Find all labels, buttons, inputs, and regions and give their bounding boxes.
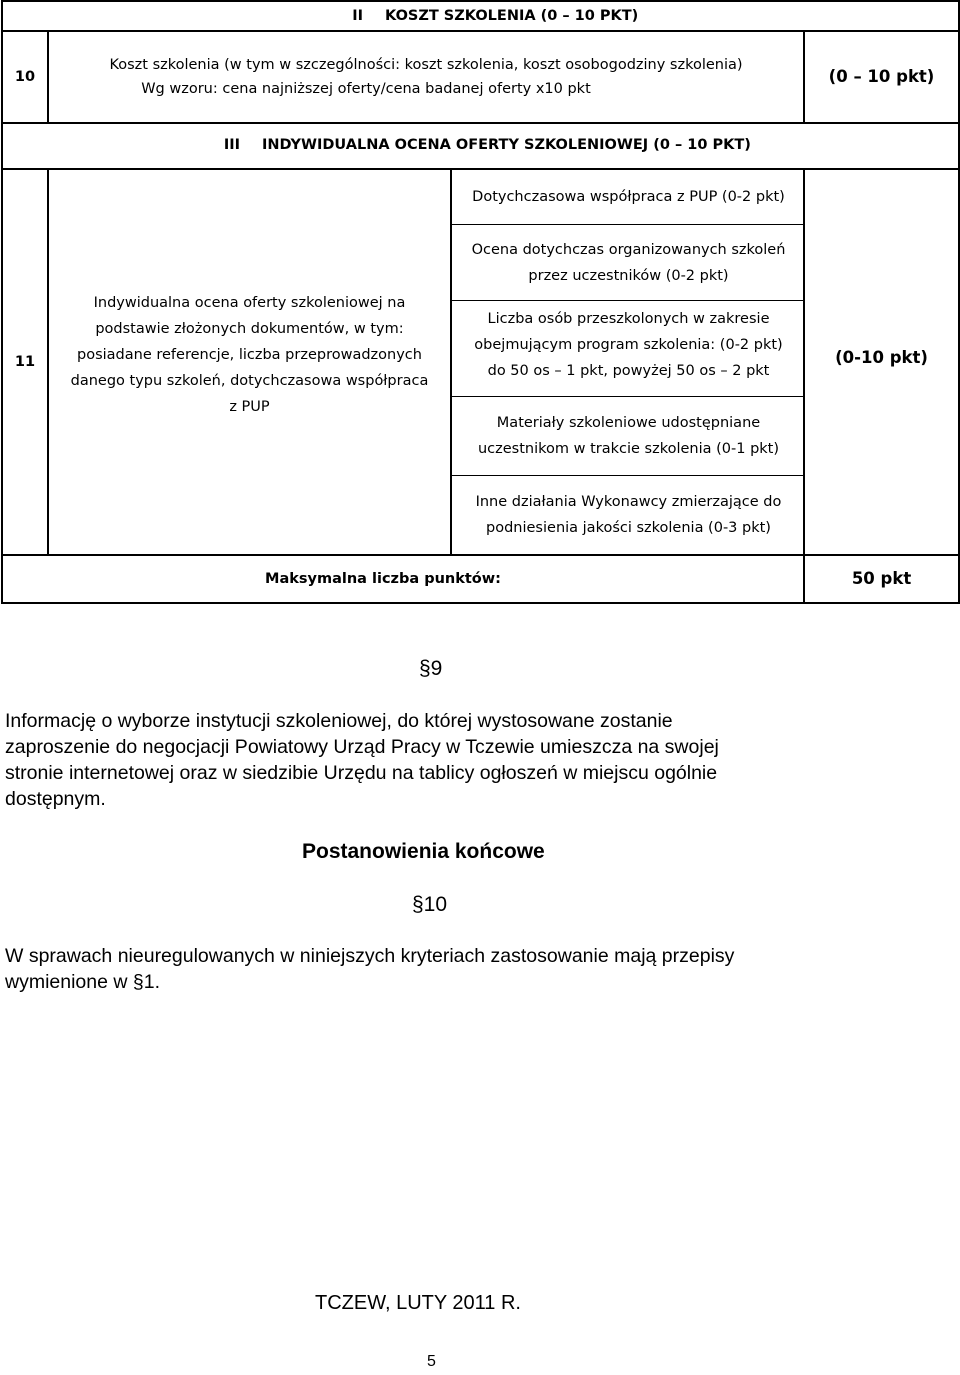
row-10-description	[48, 31, 804, 123]
row-10	[2, 31, 959, 123]
row-11-body	[48, 169, 804, 555]
criterion-line: podniesienia jakości szkolenia (0-3 pkt)	[486, 520, 771, 536]
row-10-description-line: Koszt szkolenia (w tym w szczególności: koszt szkolenia, koszt osobogodziny szkolenia)	[109, 57, 743, 73]
paragraph-line: wymienione w §1.	[5, 971, 160, 993]
paragraph-line: W sprawach nieuregulowanych w niniejszych kryteriach zastosowanie mają przepisy	[5, 945, 735, 967]
section-ii-title: KOSZT SZKOLENIA (0 – 10 PKT)	[385, 8, 639, 24]
criterion-item	[452, 170, 805, 225]
row-11-description-line: danego typu szkoleń, dotychczasowa współpraca	[70, 373, 429, 389]
row-11-description-line: z PUP	[229, 399, 270, 415]
row-10-description-line: Wg wzoru: cena najniższej oferty/cena badanej oferty x10 pkt	[141, 81, 591, 97]
row-11-description-line: Indywidualna ocena oferty szkoleniowej na	[93, 295, 406, 311]
section-iii-title: INDYWIDUALNA OCENA OFERTY SZKOLENIOWEJ (0 – 10 PKT)	[262, 137, 751, 153]
row-11-description-line: posiadane referencje, liczba przeprowadzonych	[77, 347, 422, 363]
row-11	[2, 169, 959, 555]
row-11-criteria	[452, 170, 805, 554]
criterion-item	[452, 225, 805, 301]
row-11-number: 11	[2, 169, 48, 555]
max-points-value: 50 pkt	[804, 555, 959, 603]
criterion-item	[452, 476, 805, 554]
section-iii-header-row	[2, 123, 959, 169]
final-provisions-heading: Postanowienia końcowe	[302, 840, 545, 863]
section-9-number: §9	[419, 657, 443, 680]
row-11-points: (0-10 pkt)	[804, 169, 959, 555]
section-10-paragraph	[5, 943, 860, 995]
criterion-line: uczestnikom w trakcie szkolenia (0-1 pkt)	[477, 441, 780, 457]
paragraph-line: zaproszenie do negocjacji Powiatowy Urząd Pracy w Tczewie umieszcza na swojej	[5, 736, 719, 758]
page-number: 5	[427, 1353, 436, 1370]
criterion-line: Materiały szkoleniowe udostępniane	[496, 415, 761, 431]
criterion-line: Dotychczasowa współpraca z PUP (0-2 pkt)	[472, 189, 785, 205]
paragraph-line: stronie internetowej oraz w siedzibie Urzędu na tablicy ogłoszeń w miejscu ogólnie	[5, 762, 718, 784]
section-9-paragraph	[5, 708, 862, 812]
criterion-line: Ocena dotychczas organizowanych szkoleń	[471, 241, 786, 258]
section-iii-roman: III	[223, 137, 240, 153]
row-10-number: 10	[2, 31, 48, 123]
row-10-points: (0 – 10 pkt)	[804, 31, 959, 123]
section-ii-roman: II	[352, 8, 363, 24]
criteria-table	[1, 0, 960, 604]
section-10-number: §10	[412, 893, 448, 916]
criterion-item	[452, 301, 805, 397]
place-and-date: TCZEW, LUTY 2011 R.	[315, 1292, 521, 1314]
row-11-description-line: podstawie złożonych dokumentów, w tym:	[95, 321, 404, 337]
row-11-description	[49, 170, 452, 554]
criterion-item	[452, 397, 805, 476]
criterion-line: przez uczestników (0-2 pkt)	[528, 267, 729, 284]
criterion-line: Liczba osób przeszkolonych w zakresie	[487, 310, 770, 327]
max-points-label: Maksymalna liczba punktów:	[2, 555, 804, 603]
paragraph-line: dostępnym.	[5, 788, 106, 810]
criterion-line: do 50 os – 1 pkt, powyżej 50 os – 2 pkt	[487, 362, 770, 379]
paragraph-line: Informację o wyborze instytucji szkoleniowej, do której wystosowane zostanie	[5, 710, 673, 732]
max-points-row	[2, 555, 959, 603]
criterion-line: obejmującym program szkolenia: (0-2 pkt)	[474, 336, 783, 353]
criterion-line: Inne działania Wykonawcy zmierzające do	[475, 494, 782, 510]
section-ii-header-row	[2, 1, 959, 31]
